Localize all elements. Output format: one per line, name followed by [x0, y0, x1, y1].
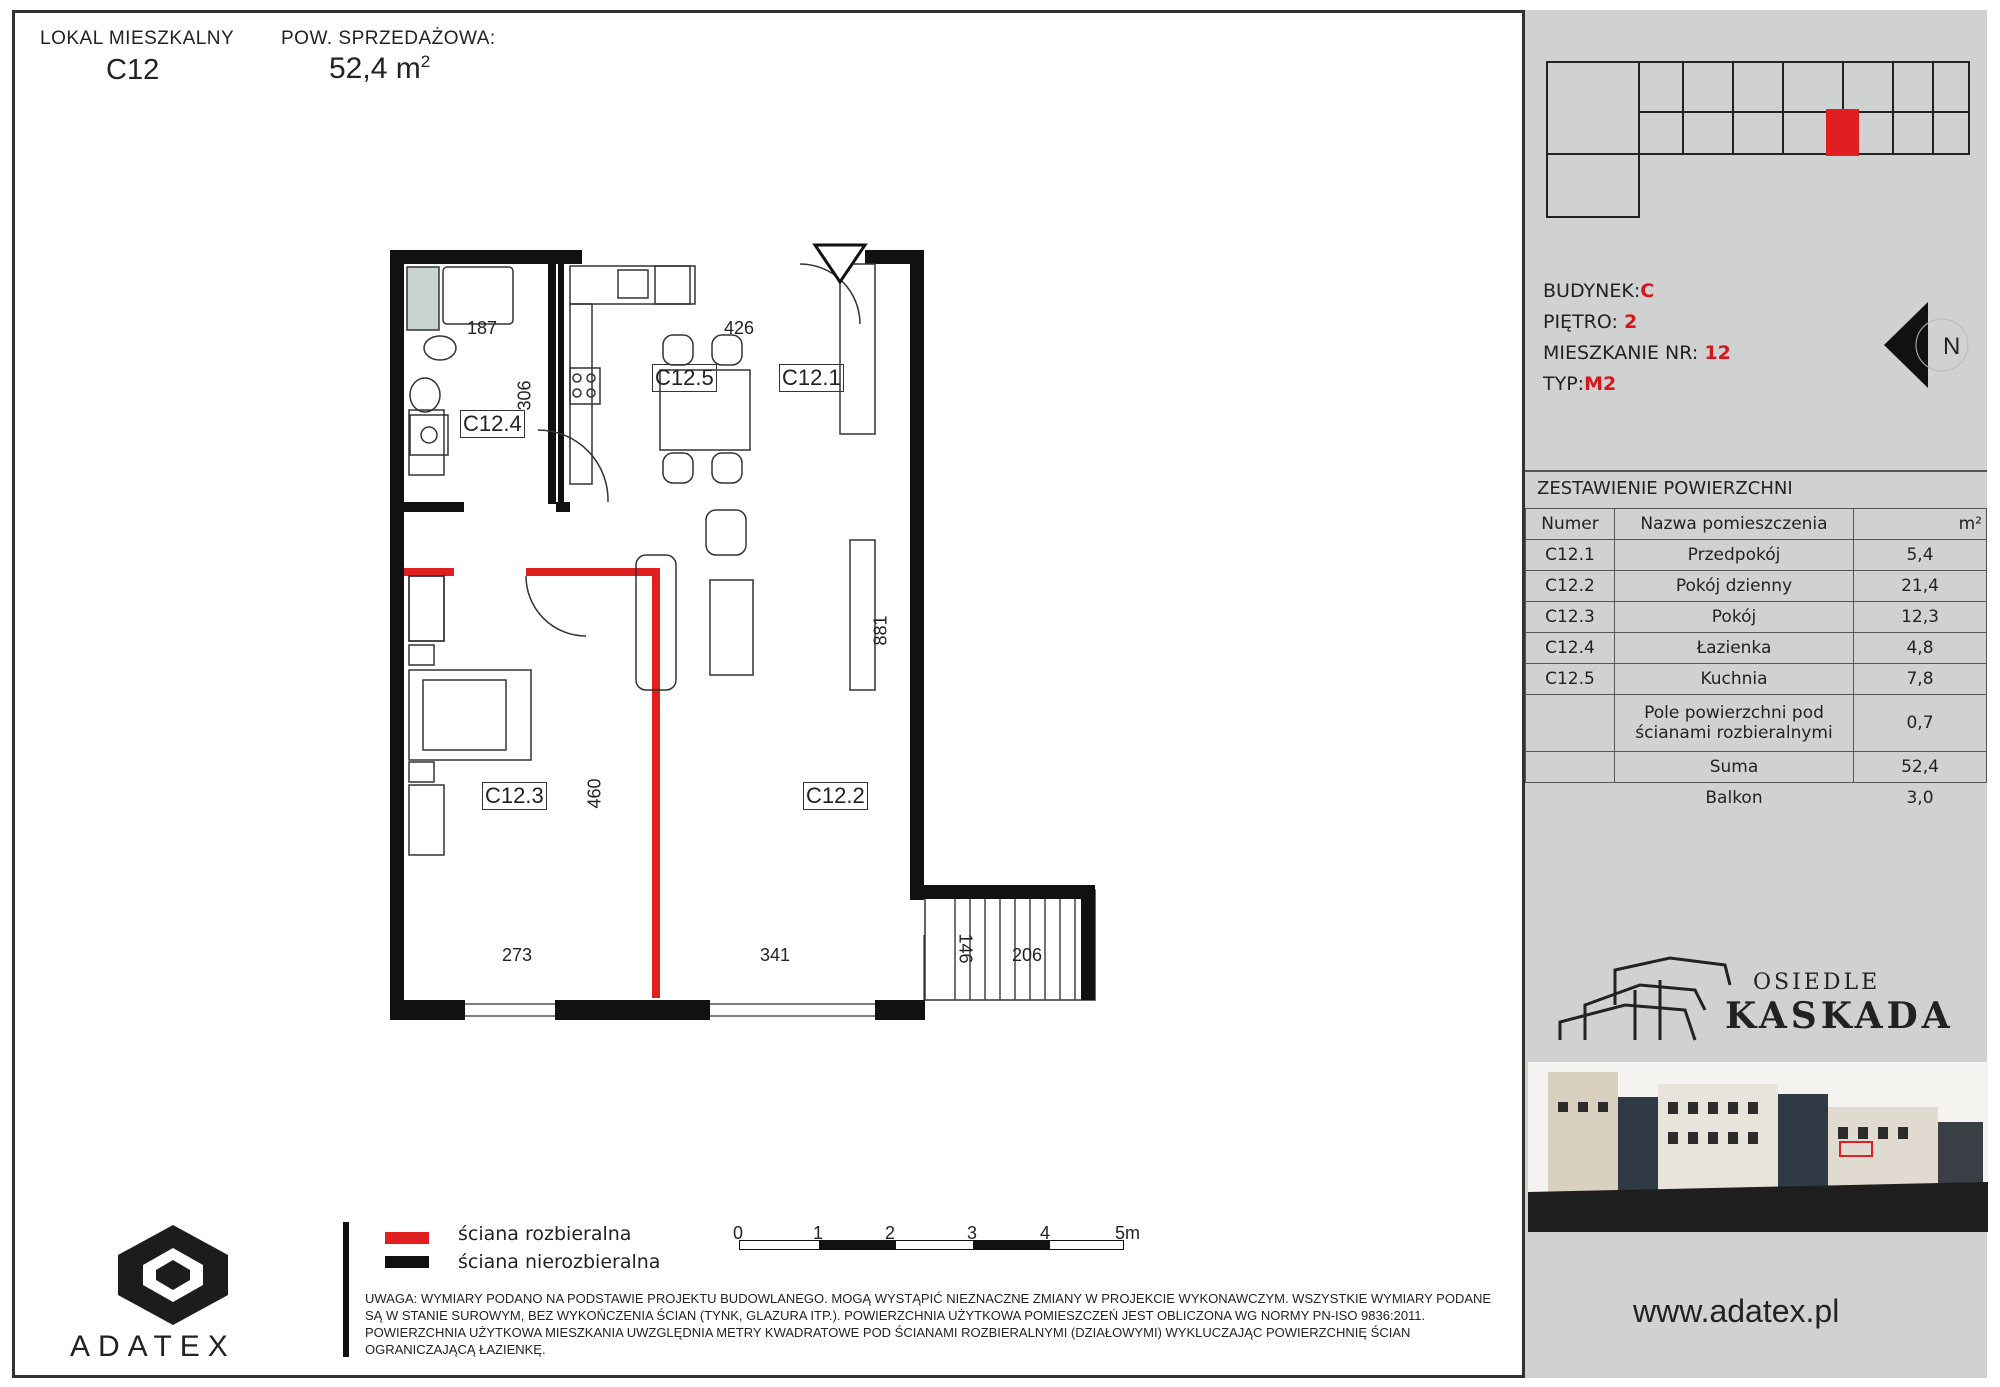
table-row-sum: Suma 52,4: [1526, 752, 1987, 783]
table-row-partition: Pole powierzchni pod ścianami rozbieralnymi 0,7: [1526, 695, 1987, 752]
table-row: C12.2 Pokój dzienny 21,4: [1526, 571, 1987, 602]
area-value: 52,4 $m^2$: [329, 52, 431, 85]
dim-341: 341: [760, 945, 791, 965]
room-label-c12-5: C12.5: [652, 364, 717, 392]
table-header-row: [1526, 509, 1987, 540]
dim-206: 206: [1012, 945, 1043, 965]
room-label-c12-3: C12.3: [482, 782, 547, 810]
dim-146: 146: [955, 933, 976, 964]
building-render-image: [1528, 1062, 1988, 1232]
legend-divider: [343, 1222, 349, 1357]
dim-273: 273: [502, 945, 533, 965]
unit-code: C12: [106, 54, 160, 86]
dim-881: 881: [870, 615, 891, 646]
company-name: ADATEX: [70, 1330, 236, 1363]
scale-tick-2: 2: [885, 1223, 896, 1243]
room-label-c12-4: C12.4: [460, 410, 525, 438]
scale-tick-5m: 5m: [1115, 1223, 1141, 1243]
key-plan-highlight: [1826, 109, 1859, 156]
areas-title: ZESTAWIENIE POWIERZCHNI: [1537, 478, 1793, 499]
key-plan: [1543, 52, 1973, 222]
table-row: C12.3 Pokój 12,3: [1526, 602, 1987, 633]
table-row: C12.1 Przedpokój 5,4: [1526, 540, 1987, 571]
dim-187: 187: [467, 318, 498, 338]
info-type: TYP:M2: [1543, 373, 1617, 395]
legend-non-removable: ściana nierozbieralna: [458, 1251, 661, 1273]
dim-306: 306: [514, 380, 535, 411]
legend-non-removable-swatch: [385, 1256, 429, 1268]
room-label-c12-2: C12.2: [803, 782, 868, 810]
dim-426: 426: [724, 318, 755, 338]
scale-tick-1: 1: [813, 1223, 824, 1243]
info-building: BUDYNEK:C: [1543, 280, 1655, 302]
fixtures: [407, 264, 875, 855]
areas-table: [1525, 508, 1987, 813]
disclaimer-note: UWAGA: WYMIARY PODANO NA PODSTAWIE PROJEKTU BUDOWLANEGO. MOGĄ WYSTĄPIĆ NIEZNACZNE ZMIANY W PROJEKCIE WYKONAWCZYM. WSZYSTKIE WYMIARY PODANE SĄ W STANIE SUROWYM, BEZ WYKOŃCZENIA ŚCIAN (TYNK, GLAZURA ITP.). POWIERZCHNIA UŻYTKOWA POMIESZCZEŃ JEST OBLICZONA WG NORMY PN-ISO 9836:2011. POWIERZCHNIA UŻYTKOWA MIESZKANIA UWZGLĘDNIA METRY KWADRATOWE POD ŚCIANAMI ROZBIERALNYMI (DZIAŁOWYMI) WYKLUCZAJĄC POWIERZCHNIĘ ŚCIAN OGRANICZAJĄCĄ ŁAZIENKĘ.: [365, 1291, 1492, 1357]
table-row-balcony: Balkon 3,0: [1705, 788, 1934, 808]
info-panel: [1522, 10, 1987, 1378]
info-apartment: MIESZKANIE NR: 12: [1543, 342, 1731, 364]
floor-plan: [380, 240, 1120, 1020]
dim-460: 460: [584, 778, 605, 809]
legend-removable-swatch: [385, 1232, 429, 1244]
table-row: C12.4 Łazienka 4,8: [1526, 633, 1987, 664]
north-label: N: [1943, 333, 1961, 360]
estate-small: OSIEDLE: [1753, 970, 1881, 995]
table-divider: [1525, 470, 1987, 472]
col-header-area: m²: [1854, 509, 1987, 540]
scale-bar: [739, 1240, 1124, 1250]
col-header-number: Numer: [1526, 509, 1615, 540]
room-label-c12-1: C12.1: [779, 364, 844, 392]
unit-label: LOKAL MIESZKALNY: [40, 28, 235, 49]
area-label: POW. SPRZEDAŻOWA:: [281, 28, 496, 49]
website-link[interactable]: www.adatex.pl: [1633, 1293, 1840, 1329]
scale-tick-3: 3: [967, 1223, 978, 1243]
balcony-outline: [925, 890, 1095, 1000]
adatex-logo-icon: [108, 1220, 238, 1330]
outer-walls: [390, 250, 1095, 1020]
legend-removable: ściana rozbieralna: [458, 1223, 632, 1245]
scale-tick-0: 0: [733, 1223, 744, 1243]
info-floor: PIĘTRO: 2: [1543, 311, 1638, 333]
table-row: C12.5 Kuchnia 7,8: [1526, 664, 1987, 695]
estate-big: KASKADA: [1725, 995, 1954, 1037]
scale-tick-4: 4: [1040, 1223, 1051, 1243]
col-header-name: Nazwa pomieszczenia: [1615, 509, 1854, 540]
